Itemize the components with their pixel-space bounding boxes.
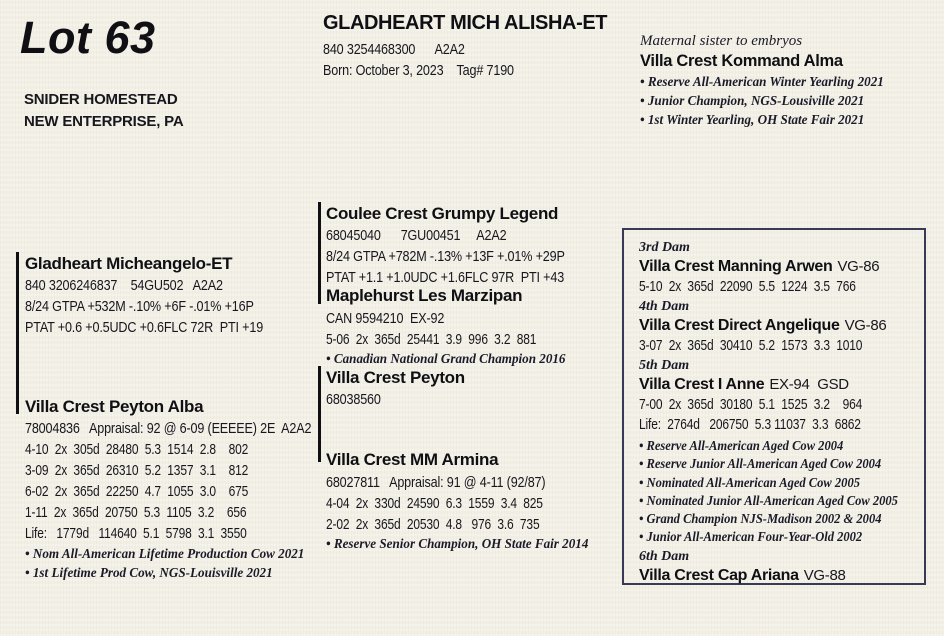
- dam-block: [25, 395, 366, 583]
- lactation-record: 4-10 2x 305d 28480 5.3 1514 2.8 802: [25, 441, 249, 458]
- paternal-grandsire-block: [326, 202, 610, 288]
- maternal-sister-block: [640, 33, 897, 129]
- award-item: • Reserve Junior All-American Aged Cow 2004: [639, 456, 882, 472]
- sixth-dam-name: [639, 566, 918, 586]
- pedigree-bracket-sire: [318, 202, 321, 304]
- award-item: • Junior All-American Four-Year-Old 2002: [639, 529, 863, 545]
- lactation-record: 2-02 2x 365d 20530 4.8 976 3.6 735: [326, 516, 540, 533]
- maternal-sister-name: Villa Crest Kommand Alma: [640, 52, 843, 70]
- cow-name-text: Villa Crest Manning Arwen: [639, 258, 833, 275]
- sire-ptat: PTAT +0.6 +0.5UDC +0.6FLC 72R PTI +19: [25, 319, 264, 336]
- sire-registration: 840 3206246837 54GU502 A2A2: [25, 277, 223, 294]
- pedigree-bracket-left: [16, 252, 19, 414]
- award-item: • Reserve Senior Champion, OH State Fair 2014: [326, 536, 589, 551]
- animal-born-tag: Born: October 3, 2023 Tag# 7190: [323, 62, 514, 79]
- maternal-granddam-appraisal: 68027811 Appraisal: 91 @ 4-11 (92/87): [326, 474, 546, 491]
- classification-score: VG-88: [803, 566, 846, 584]
- fifth-dam-name: [639, 375, 918, 395]
- extended-dams-box: [622, 228, 926, 585]
- lactation-record: 3-07 2x 365d 30410 5.2 1573 3.3 1010: [639, 337, 863, 354]
- lot-number: Lot 63: [20, 12, 156, 63]
- award-item: • Grand Champion NJS-Madison 2002 & 2004: [639, 511, 882, 527]
- paternal-grandsire-ptat: PTAT +1.1 +1.0UDC +1.6FLC 97R PTI +43: [326, 269, 565, 286]
- dam-name: Villa Crest Peyton Alba: [25, 397, 204, 416]
- cow-name-text: Villa Crest Direct Angelique: [639, 317, 840, 334]
- lifetime-record: Life: 2764d 206750 5.3 11037 3.3 6862: [639, 416, 861, 433]
- award-item: • Canadian National Grand Champion 2016: [326, 351, 566, 366]
- animal-registration: 840 3254468300 A2A2: [323, 41, 465, 58]
- paternal-granddam-block: [326, 284, 589, 369]
- dam-generation-label: 6th Dam: [639, 548, 690, 564]
- lactation-record: 3-09 2x 365d 26310 5.2 1357 3.1 812: [25, 462, 249, 479]
- lactation-record: 5-10 2x 365d 22090 5.5 1224 3.5 766: [639, 278, 856, 295]
- lactation-record: 7-00 2x 365d 30180 5.1 1525 3.2 964: [639, 396, 863, 413]
- maternal-grandsire-block: [326, 366, 465, 410]
- paternal-granddam-name: Maplehurst Les Marzipan: [326, 286, 523, 305]
- award-item: • Reserve All-American Aged Cow 2004: [639, 438, 844, 453]
- maternal-grandsire-name: Villa Crest Peyton: [326, 368, 465, 387]
- animal-name: GLADHEART MICH ALISHA-ET: [323, 12, 608, 34]
- fourth-dam-name: [639, 316, 918, 336]
- award-item: • Nom All-American Lifetime Production Cow 2021: [25, 546, 305, 561]
- dam-appraisal: 78004836 Appraisal: 92 @ 6-09 (EEEEE) 2E A2A2: [25, 420, 312, 437]
- maternal-grandsire-registration: 68038560: [326, 391, 381, 408]
- lactation-record: 1-11 2x 365d 20750 5.3 1105 3.2 656: [25, 504, 247, 521]
- paternal-grandsire-name: Coulee Crest Grumpy Legend: [326, 204, 559, 223]
- classification-score: EX-94 GSD: [769, 376, 849, 393]
- consignor-block: [24, 89, 183, 132]
- lifetime-record: Life: 1779d 114640 5.1 5798 3.1 3550: [25, 525, 247, 542]
- dam-generation-label: 3rd Dam: [639, 240, 690, 255]
- sire-gtpa: 8/24 GTPA +532M -.10% +6F -.01% +16P: [25, 298, 254, 315]
- consignor-location: NEW ENTERPRISE, PA: [24, 112, 184, 130]
- award-item: • Nominated Junior All-American Aged Cow 2005: [639, 492, 898, 508]
- dam-generation-label: 5th Dam: [639, 358, 690, 373]
- third-dam-name: [639, 257, 918, 277]
- cow-name-text: Villa Crest Cap Ariana: [639, 566, 799, 584]
- consignor-name: SNIDER HOMESTEAD: [24, 91, 178, 108]
- award-item: • 1st Winter Yearling, OH State Fair 2021: [640, 111, 865, 127]
- classification-score: VG-86: [844, 317, 887, 334]
- animal-header: [323, 10, 607, 81]
- sire-block: [25, 252, 308, 338]
- award-item: • 1st Lifetime Prod Cow, NGS-Louisville 2021: [25, 564, 273, 580]
- lactation-record: 6-02 2x 365d 22250 4.7 1055 3.0 675: [25, 483, 249, 500]
- maternal-sister-note: Maternal sister to embryos: [640, 33, 803, 49]
- paternal-grandsire-gtpa: 8/24 GTPA +782M -.13% +13F +.01% +29P: [326, 248, 565, 265]
- cow-name-text: Villa Crest I Anne: [639, 376, 765, 393]
- paternal-granddam-registration: CAN 9594210 EX-92: [326, 310, 445, 327]
- award-item: • Nominated All-American Aged Cow 2005: [639, 474, 860, 490]
- maternal-granddam-name: Villa Crest MM Armina: [326, 450, 499, 469]
- award-item: • Reserve All-American Winter Yearling 2021: [640, 74, 884, 89]
- maternal-granddam-block: [326, 448, 602, 554]
- sire-name: Gladheart Micheangelo-ET: [25, 254, 233, 273]
- award-item: • Junior Champion, NGS-Lousiville 2021: [640, 92, 865, 108]
- paternal-grandsire-registration: 68045040 7GU00451 A2A2: [326, 227, 507, 244]
- lactation-record: 4-04 2x 330d 24590 6.3 1559 3.4 825: [326, 495, 543, 512]
- classification-score: VG-86: [837, 258, 880, 275]
- dam-generation-label: 4th Dam: [639, 299, 690, 314]
- lactation-record: 5-06 2x 365d 25441 3.9 996 3.2 881: [326, 331, 537, 348]
